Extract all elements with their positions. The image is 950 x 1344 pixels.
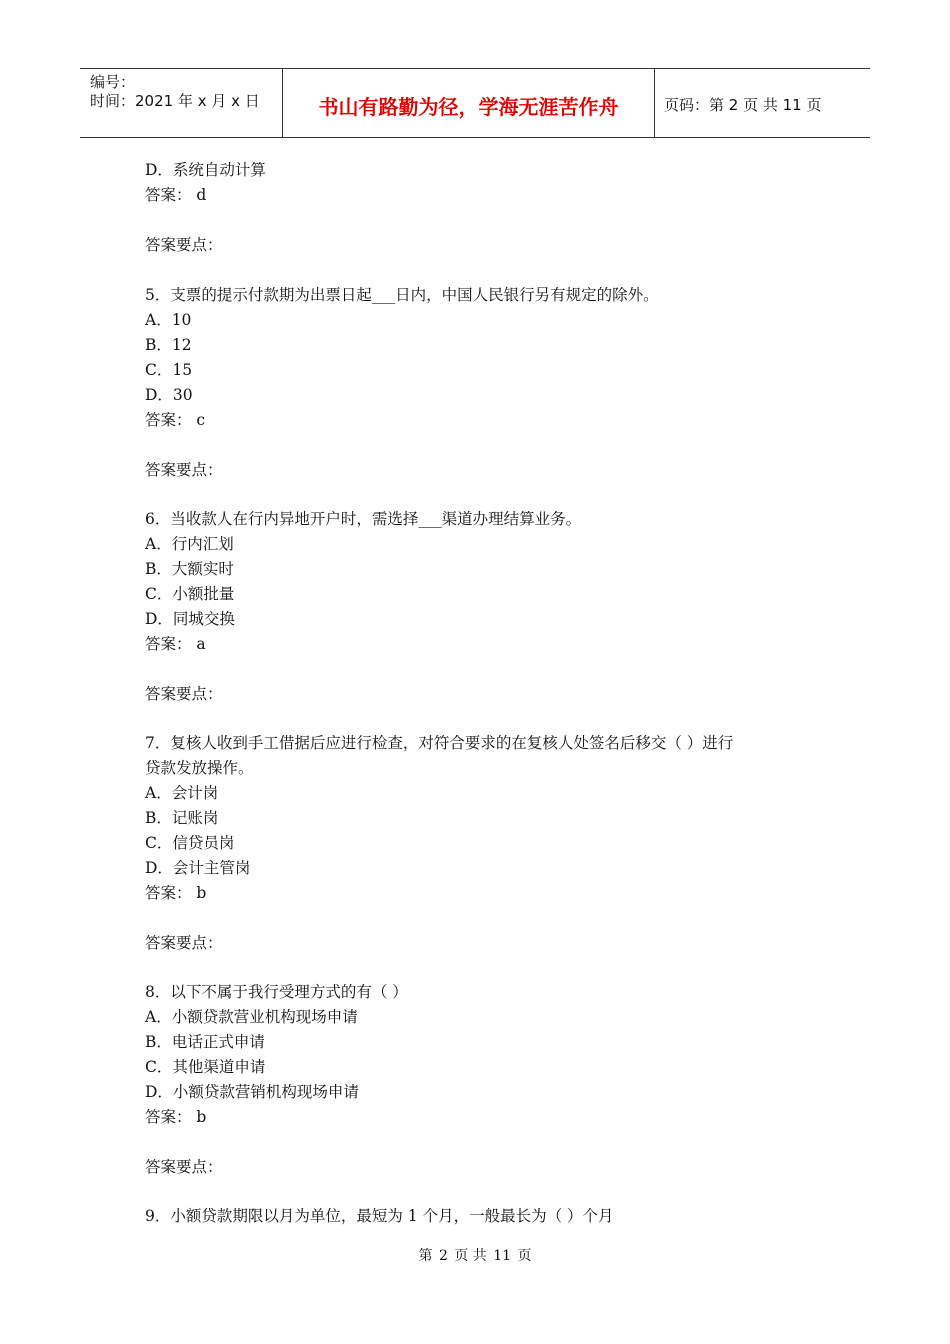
option-line: A．10 bbox=[145, 311, 192, 329]
footer-prefix: 第 bbox=[418, 1248, 433, 1264]
footer-page-number: 2 bbox=[438, 1248, 448, 1264]
option-line: C．小额批量 bbox=[145, 585, 235, 603]
option-line: C．信贷员岗 bbox=[145, 834, 235, 852]
footer-total-pages: 11 bbox=[493, 1248, 512, 1264]
footer-mid: 页 共 bbox=[454, 1248, 487, 1264]
option-line: B．电话正式申请 bbox=[145, 1033, 265, 1051]
answer-key-points: 答案要点： bbox=[145, 461, 223, 479]
option-line: A．会计岗 bbox=[145, 784, 219, 802]
option-line: B．大额实时 bbox=[145, 560, 234, 578]
question-9: 9．小额贷款期限以月为单位，最短为 1 个月，一般最长为（ ）个月 bbox=[145, 1207, 614, 1225]
answer-key-points: 答案要点： bbox=[145, 685, 223, 703]
answer-line: 答案： c bbox=[145, 411, 206, 429]
answer-line: 答案： a bbox=[145, 635, 206, 653]
option-line: D．30 bbox=[145, 386, 193, 404]
header-meta bbox=[80, 69, 282, 137]
option-line: D．会计主管岗 bbox=[145, 859, 251, 877]
option-line: D．系统自动计算 bbox=[145, 161, 266, 179]
option-line: B．12 bbox=[145, 336, 192, 354]
question-7: 7．复核人收到手工借据后应进行检查，对符合要求的在复核人处签名后移交（ ）进行 bbox=[145, 734, 734, 752]
header-motto: 书山有路勤为径，学海无涯苦作舟 bbox=[282, 69, 655, 137]
answer-key-points: 答案要点： bbox=[145, 1158, 223, 1176]
header-page-info: 页码：第 2 页 共 11 页 bbox=[664, 95, 822, 114]
page-header bbox=[80, 68, 870, 138]
document-number-label: 编号： bbox=[90, 73, 136, 91]
option-line: D．小额贷款营销机构现场申请 bbox=[145, 1083, 359, 1101]
answer-line: 答案： b bbox=[145, 884, 207, 902]
answer-line: 答案： d bbox=[145, 186, 207, 204]
answer-key-points: 答案要点： bbox=[145, 236, 223, 254]
option-line: C．15 bbox=[145, 361, 193, 379]
footer-suffix: 页 bbox=[517, 1248, 532, 1264]
document-date: 时间：2021 年 x 月 x 日 bbox=[90, 92, 260, 110]
question-8: 8．以下不属于我行受理方式的有（ ） bbox=[145, 983, 408, 1001]
option-line: A．行内汇划 bbox=[145, 535, 234, 553]
answer-key-points: 答案要点： bbox=[145, 934, 223, 952]
option-line: A．小额贷款营业机构现场申请 bbox=[145, 1008, 358, 1026]
option-line: C．其他渠道申请 bbox=[145, 1058, 266, 1076]
answer-line: 答案： b bbox=[145, 1108, 207, 1126]
question-6: 6．当收款人在行内异地开户时，需选择___渠道办理结算业务。 bbox=[145, 510, 582, 528]
page-footer bbox=[0, 1246, 950, 1266]
question-5: 5．支票的提示付款期为出票日起___日内，中国人民银行另有规定的除外。 bbox=[145, 286, 659, 304]
option-line: B．记账岗 bbox=[145, 809, 219, 827]
option-line: D．同城交换 bbox=[145, 610, 235, 628]
question-7-continued: 贷款发放操作。 bbox=[145, 759, 254, 777]
